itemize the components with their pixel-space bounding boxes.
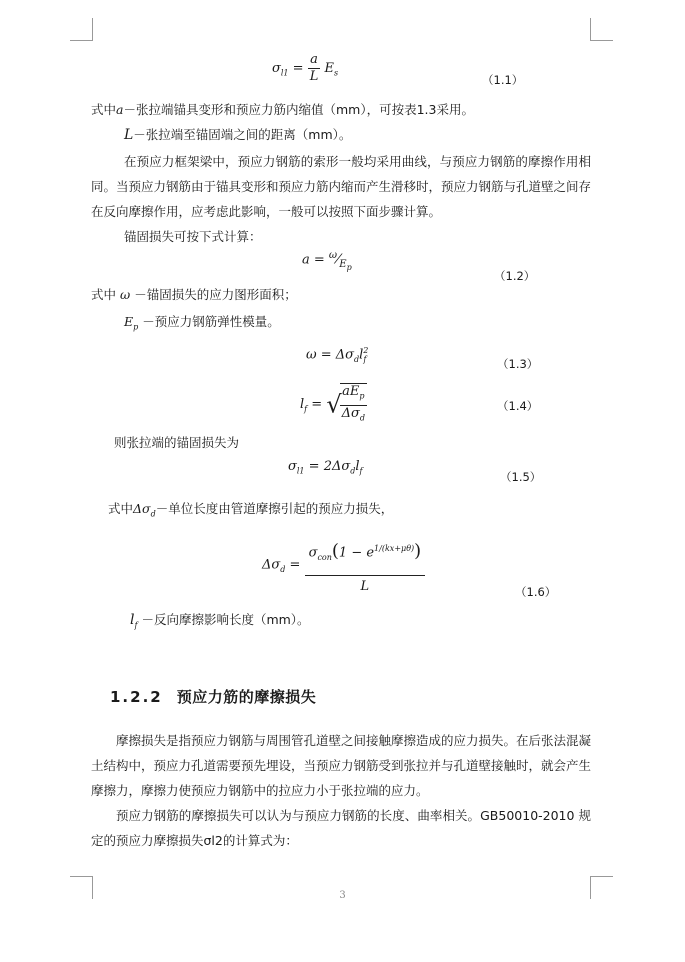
definition-L [124,122,351,148]
definition-omega-text: －锚固损失的应力图形面积； [134,287,297,302]
equation-number-1-1: （1.1） [482,73,524,87]
definition-L-symbol: L [124,127,134,143]
definition-omega-prefix: 式中 [91,287,117,302]
paragraph-frame-beam: 在预应力框架梁中，预应力钢筋的索形一般均采用曲线，与预应力钢筋的摩擦作用相同。当预应力钢筋由于锚具变形和预应力筋内缩而产生滑移时，预应力钢筋与孔道壁之间存在反向摩擦作用，应考虑此影响，一般可以按照下面步骤计算。 [91,154,592,219]
definition-Ep [124,309,280,340]
equation-1-3: $\omega = \Delta\sigma_dl_f^2$ [306,346,369,364]
paragraph-friction-loss: 摩擦损失是指预应力钢筋与周围管孔道壁之间接触摩擦造成的应力损失。在后张法混凝土结构中，预应力孔道需要预先埋设，当预应力钢筋受到张拉并与孔道壁接触时，就会产生摩擦力，摩擦力使预应力钢筋中的拉应力小于张拉端的应力。 [91,733,592,798]
definition-delta-text: －单位长度由管道摩擦引起的预应力损失， [155,501,394,516]
definition-L-text: －张拉端至锚固端之间的距离（mm）。 [133,127,352,142]
definition-omega [91,282,297,307]
definition-a-prefix: 式中 [91,102,117,117]
definition-lf [130,607,310,638]
definition-a-symbol: a [116,102,124,117]
definition-delta-symbol: $\Delta\sigma_d$ [133,501,156,519]
crop-mark-top-right [590,18,613,41]
equation-1-1: $\sigma_{l1}$ = $\frac{a}{L}$ $E_s$ [272,52,339,84]
definition-omega-symbol: ω [120,287,131,302]
definition-delta-prefix: 式中 [108,501,134,516]
definition-a-text: －张拉端锚具变形和预应力筋内缩值（mm），可按表1.3采用。 [123,102,474,117]
crop-mark-top-left [70,18,93,41]
section-heading [110,686,316,707]
definition-lf-text: －反向摩擦影响长度（mm）。 [141,612,310,627]
section-number: 1.2.2 [110,688,163,706]
equation-number-1-2: （1.2） [494,269,536,283]
anchor-loss-statement: 则张拉端的锚固损失为 [114,435,240,450]
definition-Ep-symbol: $E_p$ [124,314,139,332]
anchor-loss-intro: 锚固损失可按下式计算： [124,229,262,244]
equation-1-5: $\sigma_{l1} = 2\Delta\sigma_dl_f$ [288,459,363,476]
definition-lf-symbol: $l_f$ [130,612,138,630]
definition-delta-sigma [108,496,393,527]
equation-1-4: $l_f$ = √ $\frac{aE_p}{\Delta\sigma_d}$ [300,383,367,426]
equation-number-1-3: （1.3） [497,357,539,371]
equation-1-2: $a = ^\omega⁄_{E_p}$ [302,250,352,272]
page-number: 3 [339,890,346,901]
definition-a [91,97,474,122]
definition-Ep-text: －预应力钢筋弹性模量。 [142,314,280,329]
equation-1-6: $\Delta\sigma_d$ = $\frac{\sigma_{con}(1 - e^{1/(kx+\mu\theta)})}{L}$ [262,532,425,598]
equation-number-1-6: （1.6） [515,585,557,599]
paragraph-friction-related: 预应力钢筋的摩擦损失可以认为与预应力钢筋的长度、曲率相关。GB50010-2010 规定的预应力摩擦损失σl2的计算式为： [91,808,591,848]
section-title: 预应力筋的摩擦损失 [176,688,317,706]
equation-number-1-4: （1.4） [497,399,539,413]
equation-number-1-5: （1.5） [500,470,542,484]
